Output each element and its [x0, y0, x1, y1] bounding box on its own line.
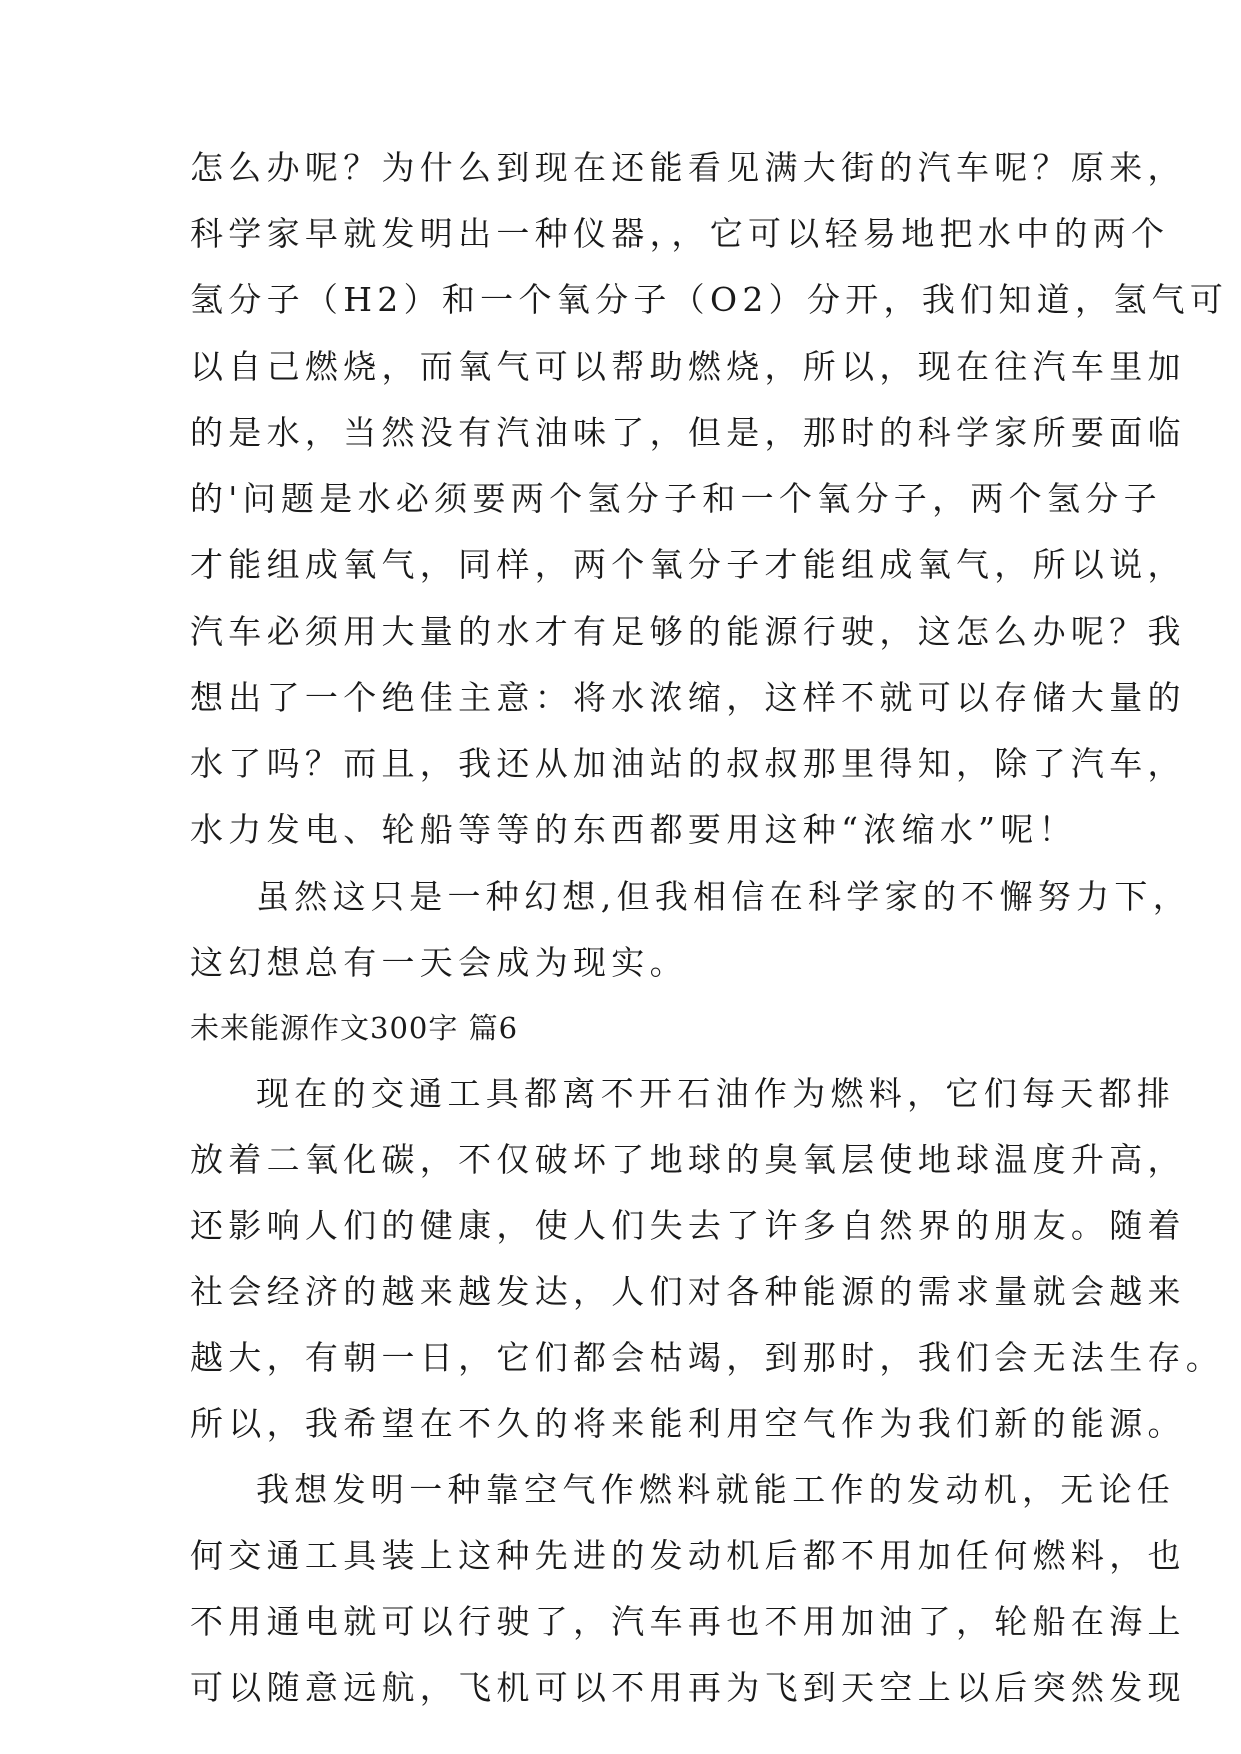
- text-line: 怎么办呢？为什么到现在还能看见满大街的汽车呢？原来，: [190, 148, 1186, 187]
- text-line: 可以随意远航，飞机可以不用再为飞到天空上以后突然发现: [190, 1668, 1186, 1707]
- text-line: 所以，我希望在不久的将来能利用空气作为我们新的能源。: [190, 1404, 1186, 1443]
- text-line: 想出了一个绝佳主意：将水浓缩，这样不就可以存储大量的: [190, 678, 1186, 717]
- text-line: 不用通电就可以行驶了，汽车再也不用加油了，轮船在海上: [190, 1602, 1186, 1641]
- text-line: 水力发电、轮船等等的东西都要用这种“浓缩水”呢！: [190, 810, 1077, 849]
- text-line: 汽车必须用大量的水才有足够的能源行驶，这怎么办呢？我: [190, 612, 1186, 651]
- text-line: 何交通工具装上这种先进的发动机后都不用加任何燃料，也: [190, 1536, 1186, 1575]
- text-line: 越大，有朝一日，它们都会枯竭，到那时，我们会无法生存。: [190, 1338, 1225, 1377]
- text-line: 氢分子（H2）和一个氧分子（O2）分开，我们知道，氢气可: [190, 280, 1229, 319]
- paragraph-first-line: 我想发明一种靠空气作燃料就能工作的发动机，无论任: [256, 1470, 1176, 1509]
- text-line: 的'问题是水必须要两个氢分子和一个氧分子，两个氢分子: [190, 479, 1162, 518]
- text-line: 水了吗？而且，我还从加油站的叔叔那里得知，除了汽车，: [190, 744, 1186, 783]
- text-line: 的是水，当然没有汽油味了，但是，那时的科学家所要面临: [190, 413, 1186, 452]
- text-line: 还影响人们的健康，使人们失去了许多自然界的朋友。随着: [190, 1206, 1186, 1245]
- text-line: 以自己燃烧，而氧气可以帮助燃烧，所以，现在往汽车里加: [190, 347, 1186, 386]
- text-line: 才能组成氧气，同样，两个氧分子才能组成氧气，所以说，: [190, 545, 1186, 584]
- text-line: 科学家早就发明出一种仪器，，它可以轻易地把水中的两个: [190, 214, 1170, 253]
- text-line: 社会经济的越来越发达，人们对各种能源的需求量就会越来: [190, 1272, 1186, 1311]
- paragraph-first-line: 现在的交通工具都离不开石油作为燃料，它们每天都排: [256, 1074, 1176, 1113]
- paragraph-first-line: 虽然这只是一种幻想,但我相信在科学家的不懈努力下，: [256, 877, 1191, 916]
- text-line: 放着二氧化碳，不仅破坏了地球的臭氧层使地球温度升高，: [190, 1140, 1186, 1179]
- section-heading: 未来能源作文300字 篇6: [190, 1011, 519, 1045]
- text-line: 这幻想总有一天会成为现实。: [190, 943, 688, 982]
